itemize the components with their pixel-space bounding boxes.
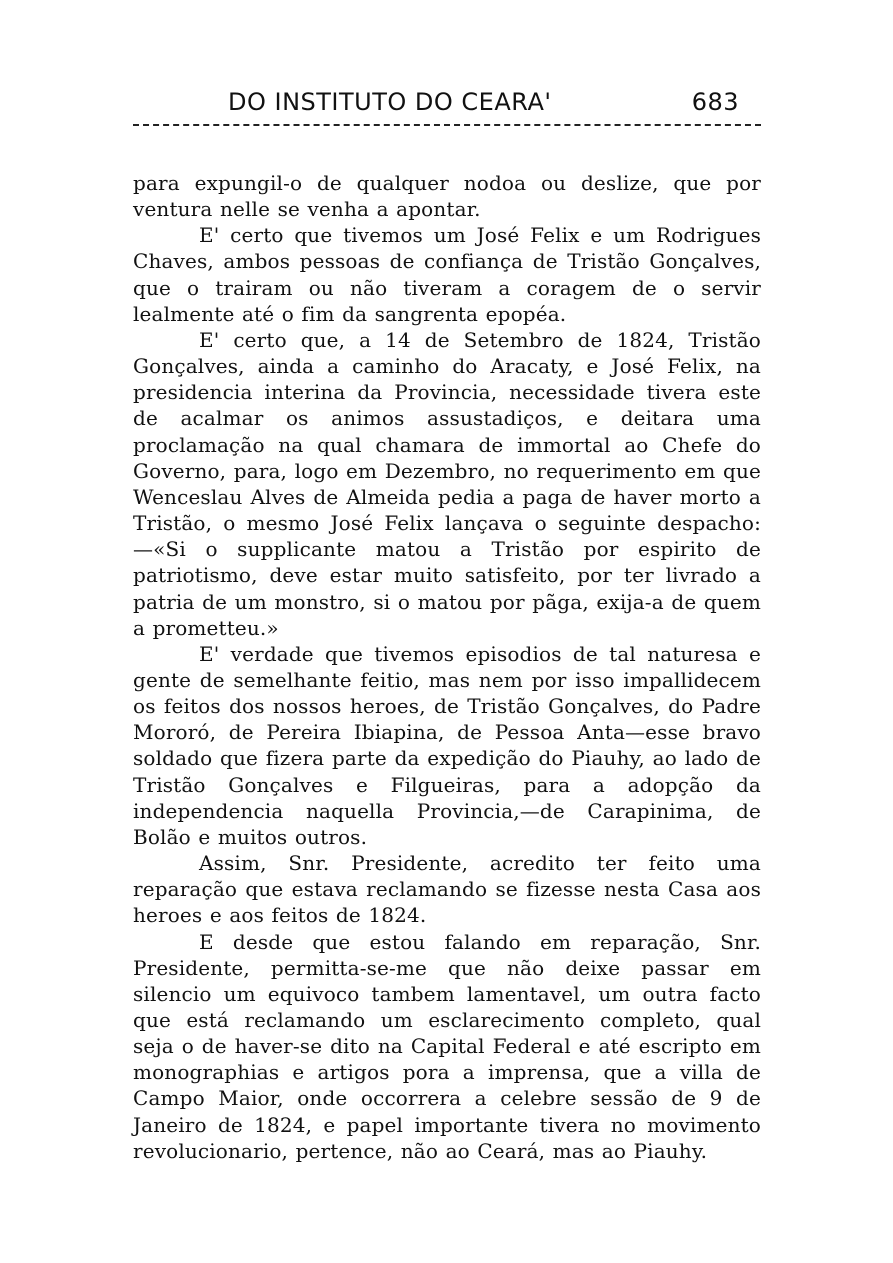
book-page — [133, 84, 761, 1164]
running-header — [133, 84, 761, 126]
paragraph: Assim, Snr. Presidente, acredito ter feito uma reparação que estava reclamando se fizesse nesta Casa aos heroes e aos feitos de 1824. — [133, 851, 761, 928]
paragraph: para expungil-o de qualquer nodoa ou deslize, que por ventura nelle se venha a apontar. — [133, 171, 761, 222]
body-text — [133, 170, 761, 1164]
header-title: DO INSTITUTO DO CEARA' — [228, 88, 552, 116]
paragraph: E' certo que, a 14 de Setembro de 1824, Tristão Gonçalves, ainda a caminho do Aracaty, e José Felix, na presidencia interina da Provincia, necessidade tivera este de acalmar os animos assustadiços, e deitara uma proclamação na qual chamara de immortal ao Chefe do Governo, para, logo em Dezembro, no requerimento em que Wenceslau Alves de Almeida pedia a paga de haver morto a Tristão, o mesmo José Felix lançava o seguinte despacho:—«Si o supplicante matou a Tristão por espirito de patriotismo, deve estar muito satisfeito, por ter livrado a patria de um monstro, si o matou por pãga, exija-a de quem a prometteu.» — [133, 327, 761, 640]
paragraph: E desde que estou falando em reparação, Snr. Presidente, permitta-se-me que não deixe passar em silencio um equivoco tambem lamentavel, um outra facto que está reclamando um esclarecimento completo, qual seja o de haver-se dito na Capital Federal e até escripto em monographias e artigos pora a imprensa, que a villa de Campo Maior, onde occorrera a celebre sessão de 9 de Janeiro de 1824, e papel importante tivera no movimento revolucionario, pertence, não ao Ceará, mas ao Piauhy. — [133, 929, 761, 1163]
paragraph: E' verdade que tivemos episodios de tal naturesa e gente de semelhante feitio, mas nem por isso impallidecem os feitos dos nossos heroes, de Tristão Gonçalves, do Padre Mororó, de Pereira Ibiapina, de Pessoa Anta—esse bravo soldado que fizera parte da expedição do Piauhy, ao lado de Tristão Gonçalves e Filgueiras, para a adopção da independencia naquella Provincia,—de Carapinima, de Bolão e muitos outros. — [133, 641, 761, 849]
page-number: 683 — [691, 88, 739, 116]
paragraph: E' certo que tivemos um José Felix e um Rodrigues Chaves, ambos pessoas de confiança de Tristão Gonçalves, que o trairam ou não tiveram a coragem de o servir lealmente até o fim da sangrenta epopéa. — [133, 223, 761, 326]
